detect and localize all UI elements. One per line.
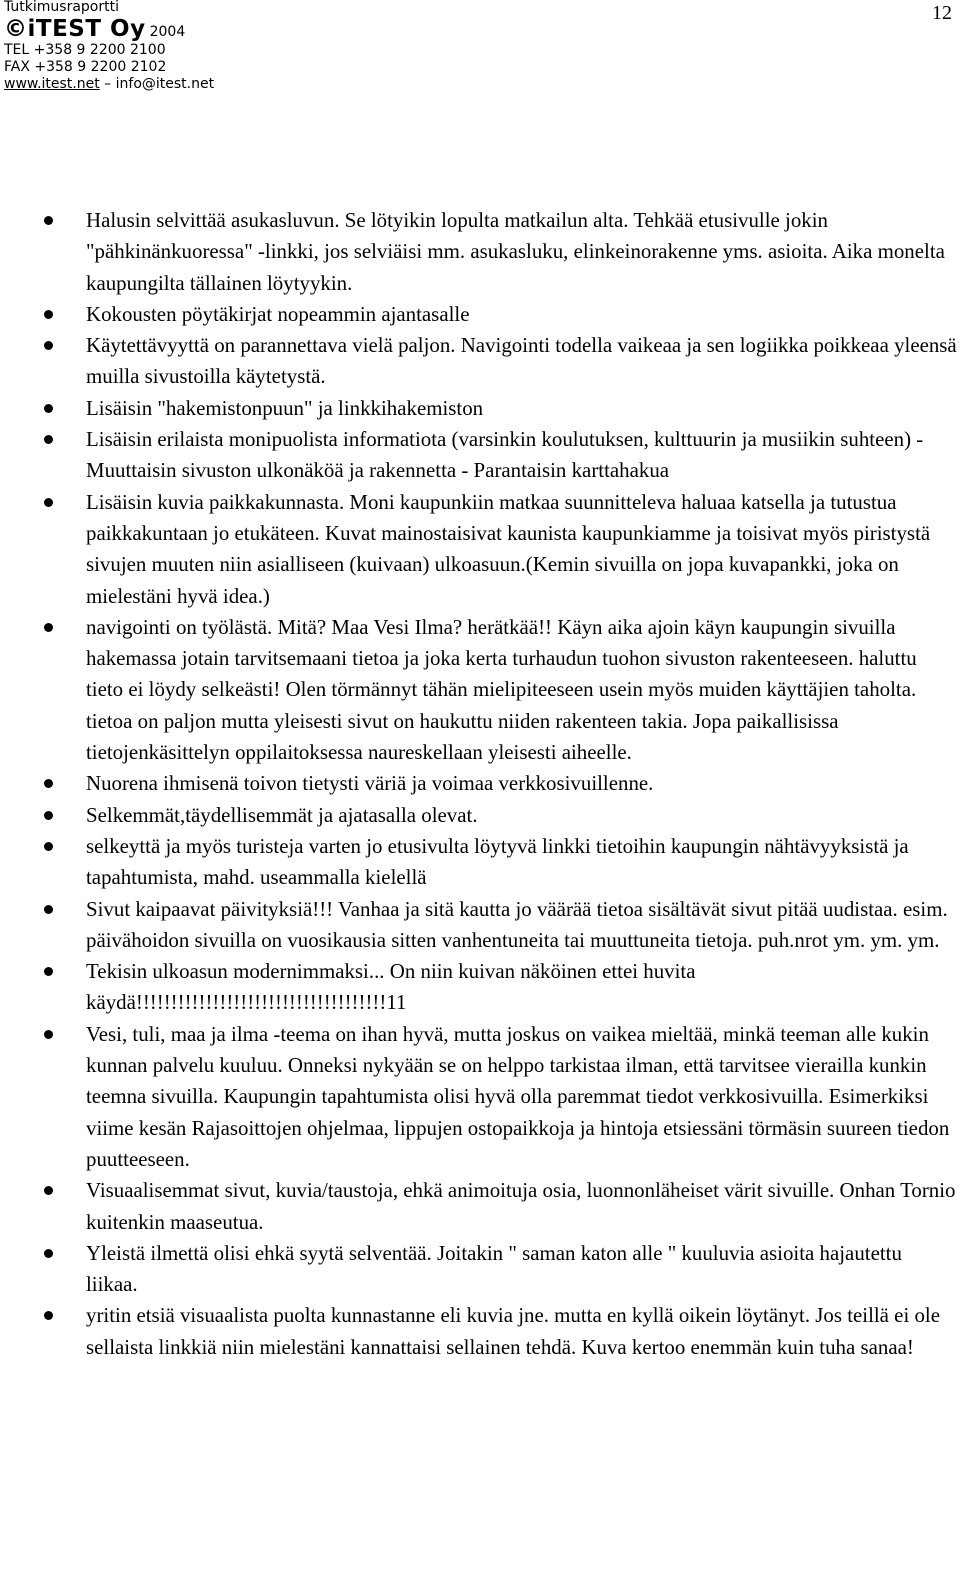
list-item <box>0 894 960 957</box>
bullet-icon <box>44 905 53 914</box>
fax-number: FAX +358 9 2200 2102 <box>4 59 167 75</box>
list-item-text: Lisäisin erilaista monipuolista informatiota (varsinkin koulutuksen, kulttuurin ja musiikin suhteen) - Muuttaisin sivuston ulkonäköä ja rakennetta - Parantaisin karttahakua <box>86 427 924 483</box>
bullet-icon <box>44 1249 53 1258</box>
list-item-text: selkeyttä ja myös turisteja varten jo etusivulta löytyvä linkki tietoihin kaupungin nähtävyyksistä ja tapahtumista, mahd. useammalla kielellä <box>86 833 909 890</box>
bullet-icon <box>44 435 53 444</box>
list-item-text: Sivut kaipaavat päivityksiä!!! Vanhaa ja sitä kautta jo väärää tietoa sisältävät sivut pitää uudistaa. esim. päivähoidon sivuilla on vuosikausia sitten vanhentuneita tai muuttuneita tietoja. puh.nrot ym. ym. ym. <box>86 896 948 952</box>
bullet-icon <box>44 842 53 851</box>
bullet-icon <box>44 623 53 632</box>
list-item <box>0 612 960 768</box>
list-item <box>0 1238 960 1301</box>
email-address: info@itest.net <box>115 76 215 92</box>
list-item <box>0 487 960 612</box>
list-item <box>0 330 960 393</box>
list-item <box>0 831 960 894</box>
list-item-text: Vesi, tuli, maa ja ilma -teema on ihan hyvä, mutta joskus on vaikea mieltää, minkä teeman alle kukin kunnan palvelu kuuluu. Onneksi nykyään se on helppo tarkistaa ilman, että tarvitsee vierailla kunkin teemna sivuilla. Kaupungin tapahtumista olisi hyvä olla paremmat tiedot verkkosivuilla. Esimerkiksi viime kesän Rajasoittojen ohjelmaa, lippujen ostopaikkoja ja hintoja etsiessäni törmäsin suureen tiedon puutteeseen. <box>86 1021 950 1171</box>
contact-links <box>4 76 214 93</box>
list-item-text: Tekisin ulkoasun modernimmaksi... On niin kuivan näköinen ettei huvita käydä!!!!!!!!!!!!!!!!!!!!!!!!!!!!!!!!!!!!11 <box>86 959 696 1015</box>
copyright-symbol: © <box>4 16 28 42</box>
list-item <box>0 1175 960 1238</box>
list-item-text: Lisäisin kuvia paikkakunnasta. Moni kaupunkiin matkaa suunnitteleva haluaa katsella ja tutustua paikkakuntaan jo etukäteen. Kuvat mainostaisivat kaunista kaupunkiamme ja toisivat myös piristystä sivujen muuten niin asialliseen (kuivaan) ulkoasuun.(Kemin sivuilla on jopa kuvapankki, joka on mielestäni hyvä idea.) <box>86 489 931 608</box>
bullet-icon <box>44 811 53 820</box>
bullet-icon <box>44 216 53 225</box>
report-header <box>4 0 214 93</box>
company-label: iTEST Oy <box>27 16 146 42</box>
feedback-list-container <box>0 205 960 1363</box>
website-link[interactable]: www.itest.net <box>4 76 100 92</box>
list-item <box>0 1019 960 1175</box>
bullet-icon <box>44 967 53 976</box>
list-item-text: Lisäisin "hakemistonpuun" ja linkkihakemiston <box>86 395 484 420</box>
list-item-text: Käytettävyyttä on parannettava vielä paljon. Navigointi todella vaikeaa ja sen logiikka poikkeaa yleensä muilla sivustoilla käytetystä. <box>86 333 957 389</box>
list-item <box>0 299 960 330</box>
bullet-icon <box>44 1186 53 1195</box>
page-number: 12 <box>932 2 952 24</box>
list-item <box>0 800 960 831</box>
bullet-icon <box>44 341 53 350</box>
list-item-text: Selkemmät,täydellisemmät ja ajatasalla olevat. <box>86 802 478 827</box>
list-item-text: Nuorena ihmisenä toivon tietysti väriä ja voimaa verkkosivuillenne. <box>86 771 654 796</box>
list-item-text: Yleistä ilmettä olisi ehkä syytä selventää. Joitakin " saman katon alle " kuuluvia asioita hajautettu liikaa. <box>86 1240 902 1297</box>
list-item-text: navigointi on työlästä. Mitä? Maa Vesi Ilma? herätkää!! Käyn aika ajoin käyn kaupungin sivuilla hakemassa jotain tarvitsemaani tietoa ja joka kerta turhaudun tuohon sivuston rakenteeseen. haluttu tieto ei löydy selkeästi! Olen törmännyt tähän mielipiteeseen usein myös muiden käyttäjien taholta. tietoa on paljon mutta yleisesti sivut on haukuttu niiden rakenteen takia. Jopa paikallisissa tietojenkäsittelyn oppilaitoksessa naureskellaan yleisesti aiheelle. <box>86 614 917 765</box>
company-name <box>4 16 214 42</box>
list-item-text: yritin etsiä visuaalista puolta kunnastanne eli kuvia jne. mutta en kyllä oikein löytänyt. Jos teillä ei ole sellaista linkkiä niin mielestäni kannattaisi sellainen tehdä. Kuva kertoo enemmän kuin tuha sanaa! <box>86 1303 940 1359</box>
phone-number: TEL +358 9 2200 2100 <box>4 42 166 58</box>
list-item <box>0 768 960 799</box>
bullet-icon <box>44 404 53 413</box>
list-item-text: Kokousten pöytäkirjat nopeammin ajantasalle <box>86 301 470 326</box>
bullet-icon <box>44 498 53 507</box>
list-item <box>0 424 960 487</box>
list-item-text: Visuaalisemmat sivut, kuvia/taustoja, ehkä animoituja osia, luonnonläheiset värit sivuille. Onhan Tornio kuitenkin maaseutua. <box>86 1178 956 1234</box>
feedback-list <box>0 205 960 1363</box>
bullet-icon <box>44 1311 53 1320</box>
bullet-icon <box>44 1030 53 1039</box>
link-separator: – <box>104 76 112 92</box>
company-year: 2004 <box>149 24 186 40</box>
list-item <box>0 1300 960 1363</box>
list-item-text: Halusin selvittää asukasluvun. Se lötyikin lopulta matkailun alta. Tehkää etusivulle jokin "pähkinänkuoressa" -linkki, jos selviäisi mm. asukasluku, elinkeinorakenne yms. asioita. Aika monelta kaupungilta tällainen löytyykin. <box>86 208 945 295</box>
list-item <box>0 205 960 299</box>
bullet-icon <box>44 310 53 319</box>
report-type: Tutkimusraportti <box>4 0 120 15</box>
bullet-icon <box>44 779 53 788</box>
list-item <box>0 956 960 1019</box>
list-item <box>0 393 960 424</box>
